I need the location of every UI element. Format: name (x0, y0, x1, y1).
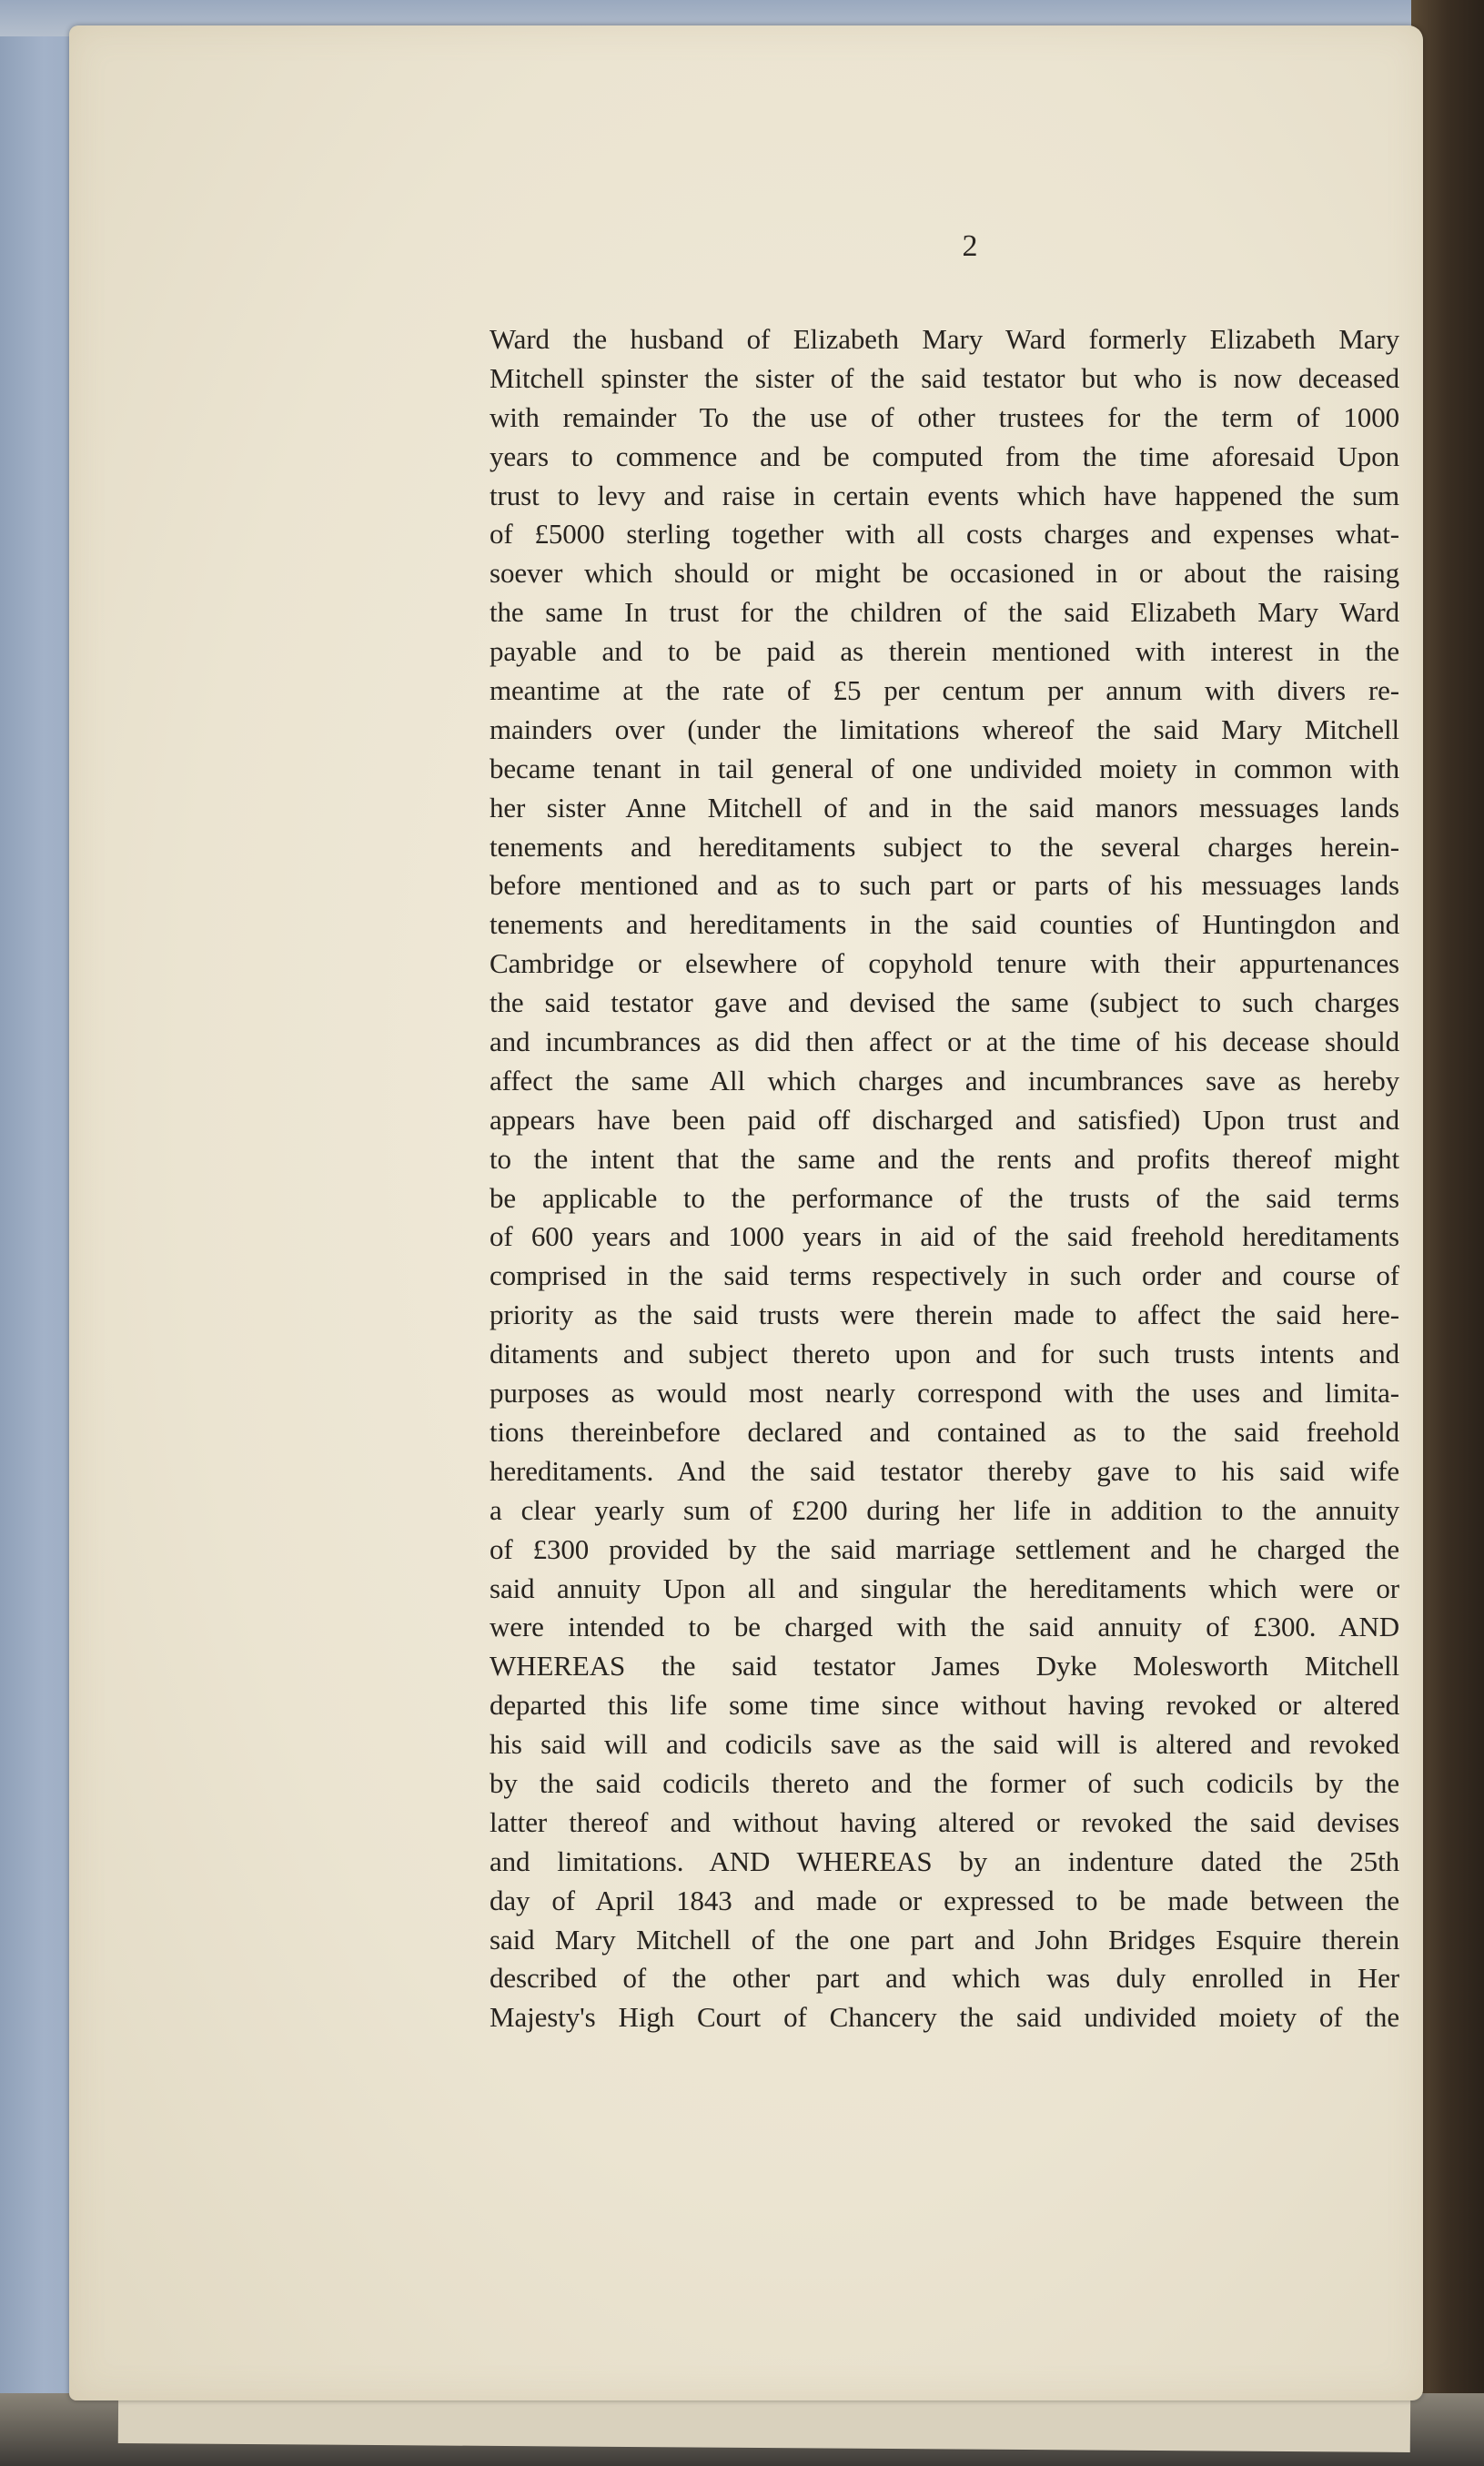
text-line: tenements and hereditaments subject to the several charges herein- (490, 830, 1399, 863)
text-line: latter thereof and without having altered or revoked the said devises (490, 1805, 1399, 1838)
text-line: Majesty's High Court of Chancery the said undivided moiety of the (490, 2001, 1399, 2034)
page-number: 2 (962, 229, 978, 263)
text-line: and limitations. AND WHEREAS by an indenture dated the 25th (490, 1844, 1399, 1877)
text-line: of £5000 sterling together with all costs charges and expenses what- (490, 518, 1399, 551)
text-line: years to commence and be computed from the time aforesaid Upon (490, 440, 1399, 472)
text-line: be applicable to the performance of the trusts of the said terms (490, 1181, 1399, 1214)
text-line: ditaments and subject thereto upon and for such trusts intents and (490, 1338, 1399, 1370)
text-line: purposes as would most nearly correspond with the uses and limita- (490, 1377, 1399, 1410)
text-line: the same In trust for the children of the said Elizabeth Mary Ward (490, 596, 1399, 629)
text-line: by the said codicils thereto and the former of such codicils by the (490, 1766, 1399, 1799)
text-line: Cambridge or elsewhere of copyhold tenure with their appurtenances (490, 947, 1399, 980)
text-line: trust to levy and raise in certain events which have happened the sum (490, 479, 1399, 511)
text-line: his said will and codicils save as the said will is altered and revoked (490, 1728, 1399, 1761)
text-line: departed this life some time since without having revoked or altered (490, 1689, 1399, 1722)
text-line: tions thereinbefore declared and contained as to the said freehold (490, 1415, 1399, 1448)
text-line: became tenant in tail general of one undivided moiety in common with (490, 752, 1399, 784)
text-line: described of the other part and which was duly enrolled in Her (490, 1962, 1399, 1995)
text-line: and incumbrances as did then affect or at the time of his decease should (490, 1026, 1399, 1058)
text-line: of 600 years and 1000 years in aid of the said freehold hereditaments (490, 1220, 1399, 1253)
text-line: appears have been paid off discharged and satisfied) Upon trust and (490, 1103, 1399, 1136)
text-line: with remainder To the use of other trustees for the term of 1000 (490, 400, 1399, 433)
body-text (490, 320, 1399, 2037)
text-line: her sister Anne Mitchell of and in the said manors messuages lands (490, 791, 1399, 824)
text-line: of £300 provided by the said marriage settlement and he charged the (490, 1532, 1399, 1565)
text-line: tenements and hereditaments in the said counties of Huntingdon and (490, 908, 1399, 941)
text-line: mainders over (under the limitations whereof the said Mary Mitchell (490, 713, 1399, 745)
text-line: soever which should or might be occasioned in or about the raising (490, 557, 1399, 590)
text-line: to the intent that the same and the rents and profits thereof might (490, 1142, 1399, 1175)
text-line: Ward the husband of Elizabeth Mary Ward formerly Elizabeth Mary (490, 323, 1399, 355)
text-line: a clear yearly sum of £200 during her life in addition to the annuity (490, 1493, 1399, 1526)
text-line: hereditaments. And the said testator thereby gave to his said wife (490, 1454, 1399, 1487)
text-line: Mitchell spinster the sister of the said testator but who is now deceased (490, 361, 1399, 394)
text-line: the said testator gave and devised the same (subject to such charges (490, 986, 1399, 1019)
text-line: priority as the said trusts were therein made to affect the said here- (490, 1299, 1399, 1331)
document-page (69, 25, 1423, 2400)
text-line: affect the same All which charges and incumbrances save as hereby (490, 1064, 1399, 1097)
text-line: payable and to be paid as therein mentioned with interest in the (490, 635, 1399, 668)
text-line: meantime at the rate of £5 per centum per annum with divers re- (490, 674, 1399, 707)
text-line: were intended to be charged with the said annuity of £300. AND (490, 1611, 1399, 1643)
text-line: said annuity Upon all and singular the hereditaments which were or (490, 1572, 1399, 1604)
text-line: said Mary Mitchell of the one part and John Bridges Esquire therein (490, 1923, 1399, 1956)
text-line: comprised in the said terms respectively in such order and course of (490, 1259, 1399, 1292)
text-line: WHEREAS the said testator James Dyke Molesworth Mitchell (490, 1650, 1399, 1683)
text-line: before mentioned and as to such part or parts of his messuages lands (490, 869, 1399, 902)
text-line: day of April 1843 and made or expressed to be made between the (490, 1884, 1399, 1916)
